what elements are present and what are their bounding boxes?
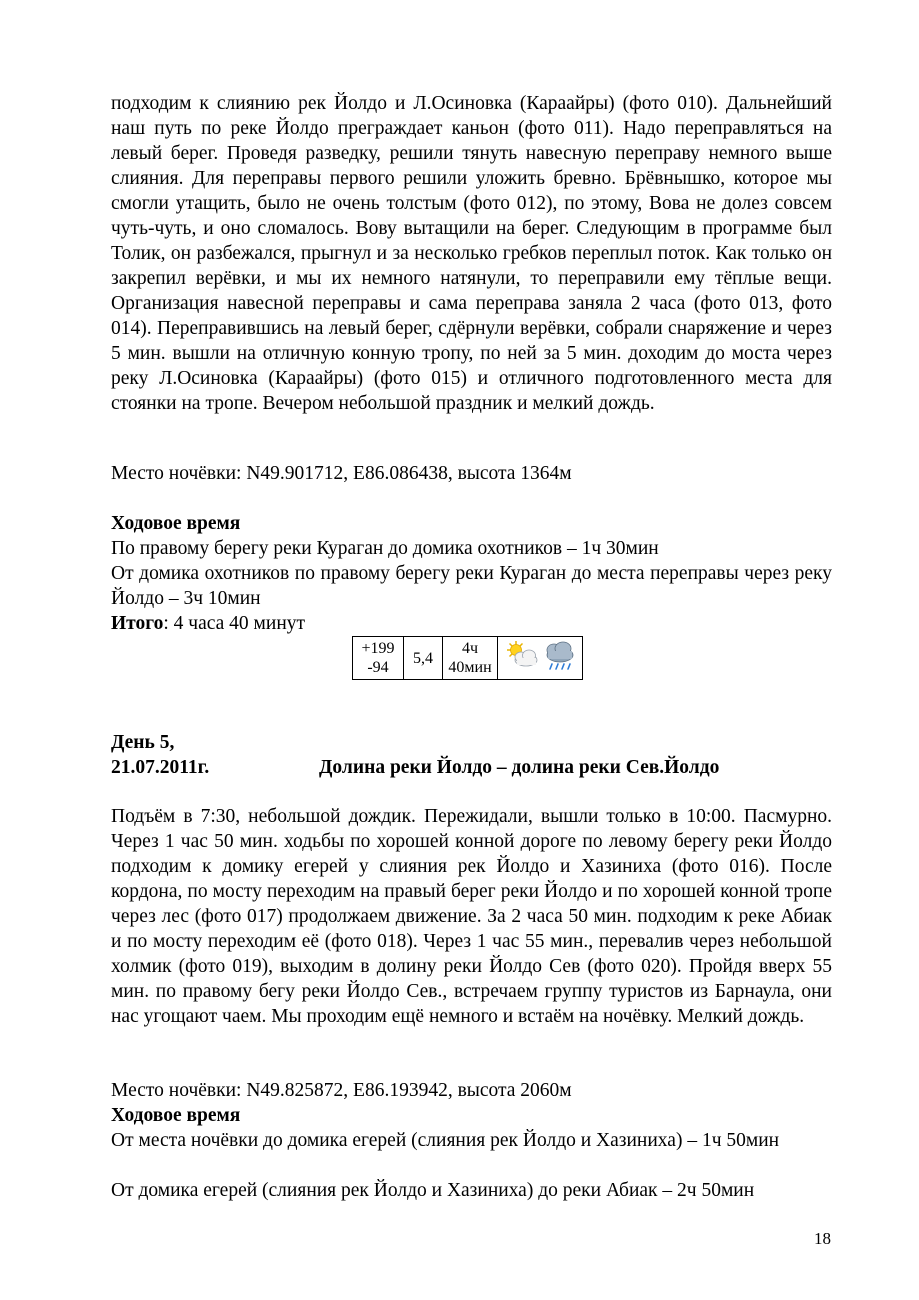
elevation-gain: +199 bbox=[361, 640, 395, 657]
distance-cell: 5,4 bbox=[404, 637, 443, 680]
walking-time-item-1b: От домика охотников по правому берегу реки Кураган до места переправы через реку Йолдо – 3ч 10мин bbox=[111, 563, 832, 609]
total-value: : 4 часа 40 минут bbox=[163, 613, 306, 634]
elevation-cell bbox=[353, 637, 404, 680]
sun-cloud-icon bbox=[507, 641, 537, 666]
day-date: 21.07.2011г. bbox=[111, 757, 210, 778]
time-cell bbox=[443, 637, 498, 680]
walking-time-item-1a: По правому берегу реки Кураган до домика охотников – 1ч 30мин bbox=[111, 538, 659, 559]
day-label: День 5, bbox=[111, 732, 175, 753]
walking-time-item-2a: От места ночёвки до домика егерей (слияния рек Йолдо и Хазиниха) – 1ч 50мин bbox=[111, 1130, 780, 1151]
camp-location-1: Место ночёвки: N49.901712, E86.086438, высота 1364м bbox=[111, 463, 572, 484]
time-hours: 4ч bbox=[461, 640, 479, 657]
elevation-loss: -94 bbox=[367, 659, 389, 676]
camp-location-2: Место ночёвки: N49.825872, E86.193942, высота 2060м bbox=[111, 1080, 572, 1101]
weather-summary-table bbox=[352, 636, 583, 680]
weather-icons-cell bbox=[498, 637, 583, 680]
total-label: Итого bbox=[111, 613, 164, 634]
total-time bbox=[111, 611, 305, 636]
page-number: 18 bbox=[814, 1229, 831, 1248]
time-minutes: 40мин bbox=[448, 659, 492, 676]
day-route-title: Долина реки Йолдо – долина реки Сев.Йолдо bbox=[319, 757, 720, 778]
walking-time-item-2b: От домика егерей (слияния рек Йолдо и Хазиниха) до реки Абиак – 2ч 50мин bbox=[111, 1180, 755, 1201]
rain-cloud-icon bbox=[547, 642, 573, 669]
paragraph-day4-end: подходим к слиянию рек Йолдо и Л.Осиновка (Караайры) (фото 010). Дальнейший наш путь по реке Йолдо преграждает каньон (фото 011). Надо переправляться на левый берег. Проведя разведку, решили тянуть навесную переправу немного выше слияния. Для переправы первого решили уложить бревно. Брёвнышко, которое мы смогли утащить, было не очень толстым (фото 012), по этому, Вова не долез совсем чуть-чуть, и оно сломалось. Вову вытащили на берег. Следующим в программе был Толик, он разбежался, прыгнул и за несколько гребков переплыл поток. Как только он закрепил верёвки, и мы их немного натянули, то переправили ему тёплые вещи. Организация навесной переправы и сама переправа заняла 2 часа (фото 013, фото 014). Переправившись на левый берег, сдёрнули верёвки, собрали снаряжение и через 5 мин. вышли на отличную конную тропу, по ней за 5 мин. доходим до моста через реку Л.Осиновка (Караайры) (фото 015) и отличного подготовленного места для стоянки на тропе. Вечером небольшой праздник и мелкий дождь. bbox=[111, 93, 832, 414]
walking-time-heading-2: Ходовое время bbox=[111, 1105, 241, 1126]
paragraph-day5: Подъём в 7:30, небольшой дождик. Пережидали, вышли только в 10:00. Пасмурно. Через 1 час 50 мин. ходьбы по хорошей конной дороге по левому берегу реки Йолдо подходим к домику егерей у слияния рек Йолдо и Хазиниха (фото 016). После кордона, по мосту переходим на правый берег реки Йолдо и по хорошей конной тропе через лес (фото 017) продолжаем движение. За 2 часа 50 мин. подходим к реке Абиак и по мосту переходим её (фото 018). Через 1 час 55 мин., перевалив через небольшой холмик (фото 019), выходим в долину реки Йолдо Сев (фото 020). Пройдя вверх 55 мин. по правому бегу реки Йолдо Сев., встречаем группу туристов из Барнаула, они нас угощают чаем. Мы проходим ещё немного и встаём на ночёвку. Мелкий дождь. bbox=[111, 806, 832, 1027]
weather-icons bbox=[502, 638, 578, 674]
walking-time-heading-1: Ходовое время bbox=[111, 513, 241, 534]
